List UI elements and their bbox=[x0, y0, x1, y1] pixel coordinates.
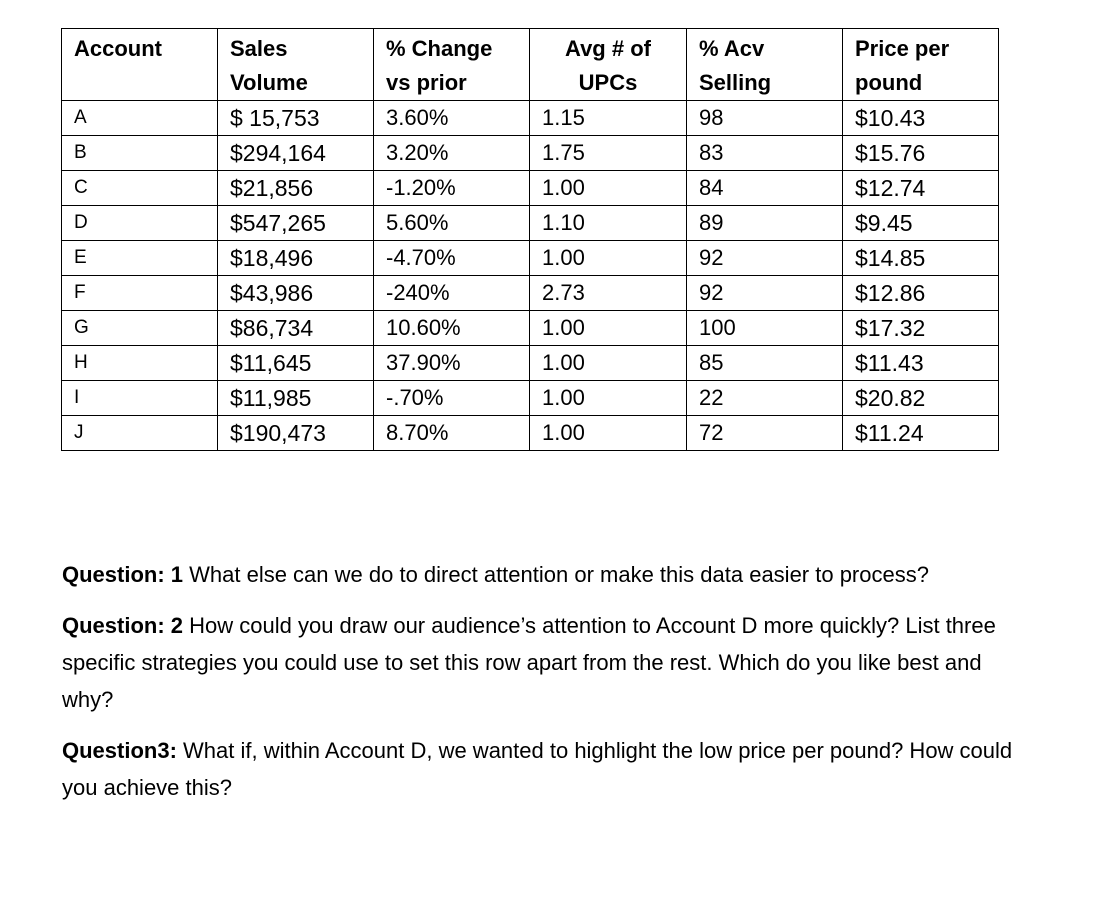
cell-sales-volume: $11,985 bbox=[218, 381, 374, 416]
cell-price-per-pound: $11.24 bbox=[843, 416, 999, 451]
header-price-per-pound: Price per pound bbox=[843, 29, 999, 101]
question-2-label: Question: 2 bbox=[62, 613, 184, 638]
question-1-label: Question: 1 bbox=[62, 562, 184, 587]
cell-acv-selling: 92 bbox=[687, 276, 843, 311]
header-account: Account bbox=[62, 29, 218, 101]
table-row bbox=[62, 136, 999, 171]
cell-price-per-pound: $14.85 bbox=[843, 241, 999, 276]
cell-percent-change: -4.70% bbox=[374, 241, 530, 276]
cell-price-per-pound: $12.74 bbox=[843, 171, 999, 206]
cell-acv-selling: 100 bbox=[687, 311, 843, 346]
table-header-row bbox=[62, 29, 999, 101]
table-row bbox=[62, 276, 999, 311]
cell-price-per-pound: $12.86 bbox=[843, 276, 999, 311]
cell-acv-selling: 72 bbox=[687, 416, 843, 451]
cell-account: J bbox=[62, 416, 218, 451]
cell-sales-volume: $11,645 bbox=[218, 346, 374, 381]
cell-price-per-pound: $15.76 bbox=[843, 136, 999, 171]
cell-percent-change: 8.70% bbox=[374, 416, 530, 451]
cell-avg-upcs: 1.15 bbox=[530, 101, 687, 136]
table-row bbox=[62, 101, 999, 136]
header-percent-change: % Change vs prior bbox=[374, 29, 530, 101]
questions-section bbox=[62, 556, 1022, 820]
header-avg-upcs: Avg # of UPCs bbox=[530, 29, 687, 101]
cell-account: E bbox=[62, 241, 218, 276]
cell-sales-volume: $43,986 bbox=[218, 276, 374, 311]
cell-price-per-pound: $10.43 bbox=[843, 101, 999, 136]
cell-account: C bbox=[62, 171, 218, 206]
cell-account: F bbox=[62, 276, 218, 311]
cell-avg-upcs: 1.00 bbox=[530, 241, 687, 276]
cell-sales-volume: $190,473 bbox=[218, 416, 374, 451]
cell-acv-selling: 83 bbox=[687, 136, 843, 171]
cell-sales-volume: $21,856 bbox=[218, 171, 374, 206]
table-row bbox=[62, 241, 999, 276]
question-3 bbox=[62, 732, 1022, 806]
table-row bbox=[62, 416, 999, 451]
table-row bbox=[62, 311, 999, 346]
question-1-text: What else can we do to direct attention or make this data easier to process? bbox=[183, 562, 929, 587]
cell-acv-selling: 22 bbox=[687, 381, 843, 416]
cell-acv-selling: 92 bbox=[687, 241, 843, 276]
cell-avg-upcs: 2.73 bbox=[530, 276, 687, 311]
cell-percent-change: 37.90% bbox=[374, 346, 530, 381]
cell-account: D bbox=[62, 206, 218, 241]
cell-acv-selling: 98 bbox=[687, 101, 843, 136]
header-acv-selling: % Acv Selling bbox=[687, 29, 843, 101]
table-row bbox=[62, 206, 999, 241]
cell-price-per-pound: $17.32 bbox=[843, 311, 999, 346]
cell-percent-change: -240% bbox=[374, 276, 530, 311]
table-row bbox=[62, 171, 999, 206]
question-3-label: Question3: bbox=[62, 738, 177, 763]
cell-avg-upcs: 1.00 bbox=[530, 311, 687, 346]
question-2 bbox=[62, 607, 1022, 718]
cell-avg-upcs: 1.00 bbox=[530, 381, 687, 416]
cell-avg-upcs: 1.00 bbox=[530, 346, 687, 381]
cell-price-per-pound: $20.82 bbox=[843, 381, 999, 416]
cell-sales-volume: $18,496 bbox=[218, 241, 374, 276]
cell-price-per-pound: $11.43 bbox=[843, 346, 999, 381]
cell-percent-change: 5.60% bbox=[374, 206, 530, 241]
question-3-text: What if, within Account D, we wanted to highlight the low price per pound? How could you achieve this? bbox=[62, 738, 1013, 800]
question-1 bbox=[62, 556, 1022, 593]
accounts-table bbox=[61, 28, 999, 451]
cell-sales-volume: $547,265 bbox=[218, 206, 374, 241]
question-2-text: How could you draw our audience’s attention to Account D more quickly? List three specific strategies you could use to set this row apart from the rest. Which do you like best and why? bbox=[62, 613, 996, 712]
table-row bbox=[62, 381, 999, 416]
cell-percent-change: -.70% bbox=[374, 381, 530, 416]
cell-acv-selling: 89 bbox=[687, 206, 843, 241]
cell-percent-change: 3.60% bbox=[374, 101, 530, 136]
cell-account: I bbox=[62, 381, 218, 416]
table-row bbox=[62, 346, 999, 381]
cell-account: G bbox=[62, 311, 218, 346]
header-sales-volume: Sales Volume bbox=[218, 29, 374, 101]
cell-sales-volume: $294,164 bbox=[218, 136, 374, 171]
cell-percent-change: -1.20% bbox=[374, 171, 530, 206]
cell-avg-upcs: 1.00 bbox=[530, 416, 687, 451]
cell-acv-selling: 85 bbox=[687, 346, 843, 381]
cell-sales-volume: $86,734 bbox=[218, 311, 374, 346]
cell-percent-change: 3.20% bbox=[374, 136, 530, 171]
cell-avg-upcs: 1.00 bbox=[530, 171, 687, 206]
cell-acv-selling: 84 bbox=[687, 171, 843, 206]
cell-avg-upcs: 1.75 bbox=[530, 136, 687, 171]
cell-price-per-pound: $9.45 bbox=[843, 206, 999, 241]
cell-account: B bbox=[62, 136, 218, 171]
cell-percent-change: 10.60% bbox=[374, 311, 530, 346]
cell-avg-upcs: 1.10 bbox=[530, 206, 687, 241]
cell-account: A bbox=[62, 101, 218, 136]
cell-sales-volume: $ 15,753 bbox=[218, 101, 374, 136]
cell-account: H bbox=[62, 346, 218, 381]
